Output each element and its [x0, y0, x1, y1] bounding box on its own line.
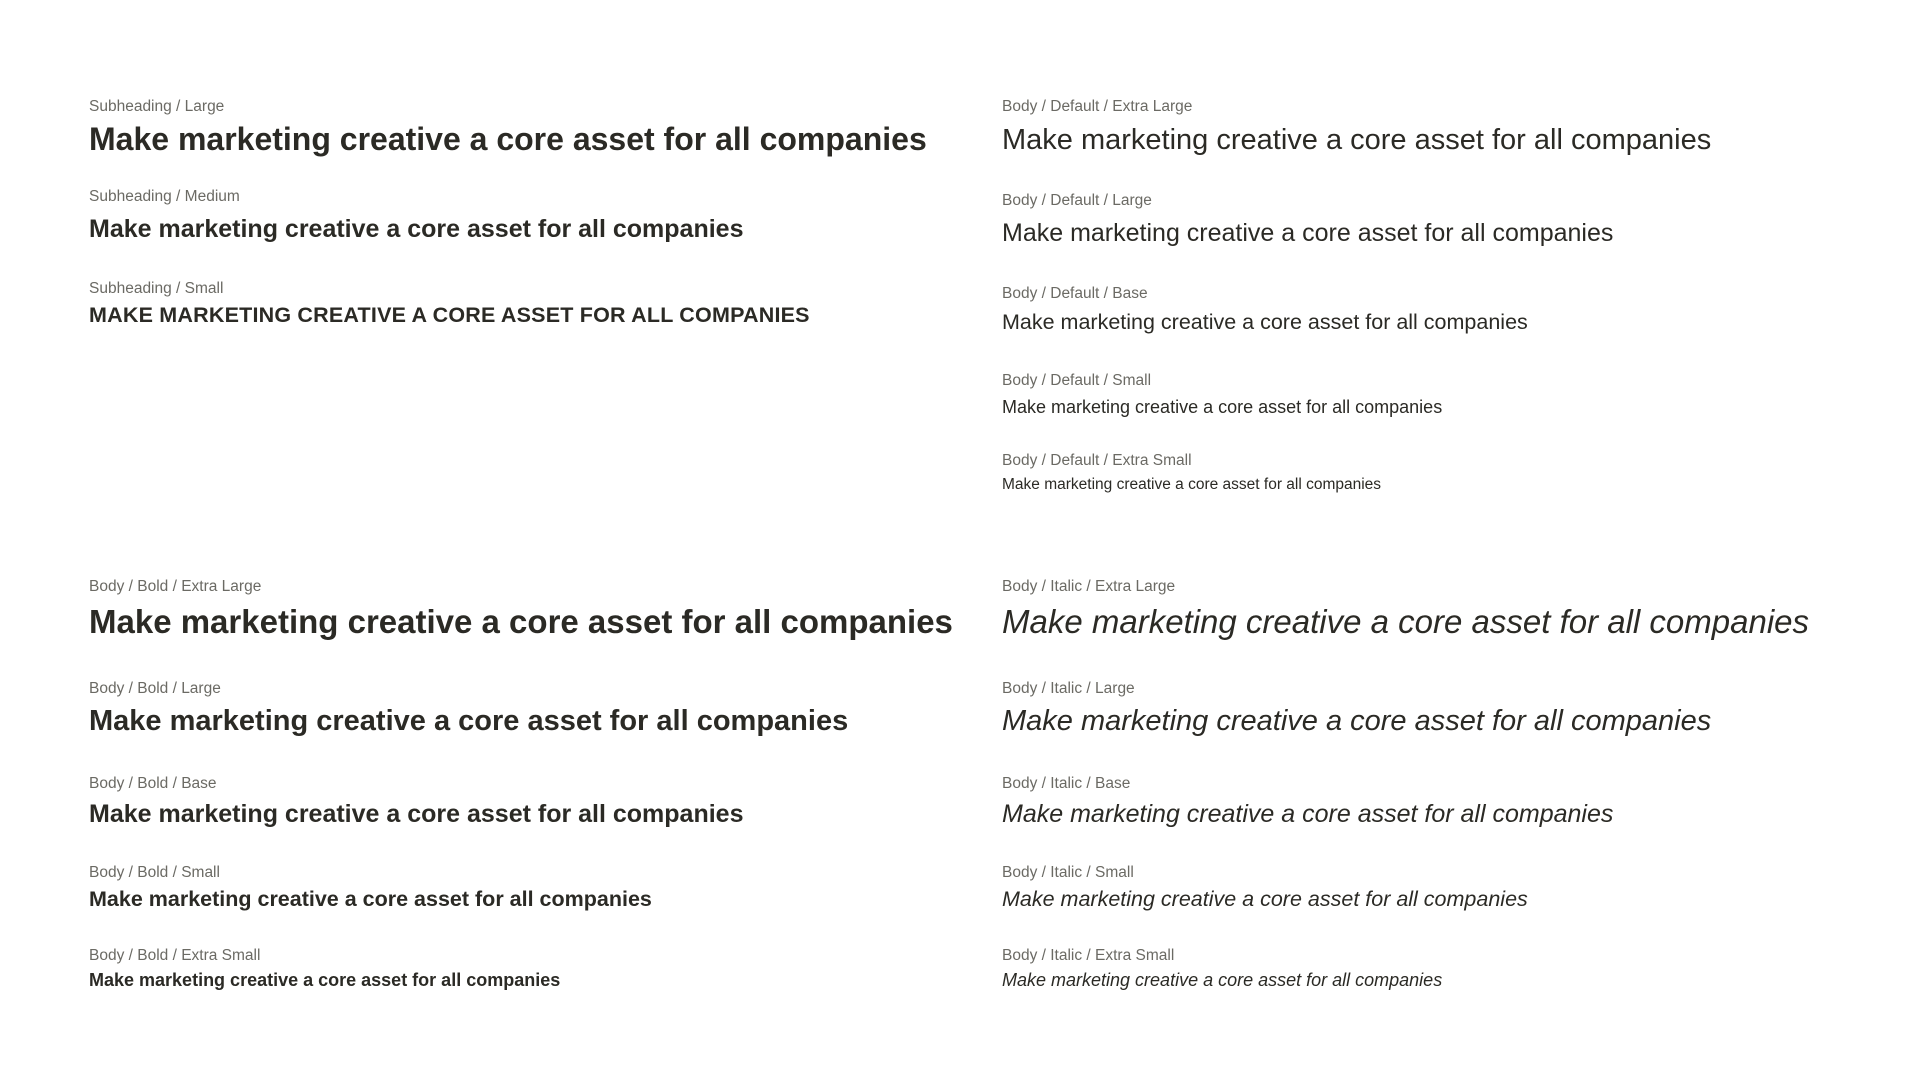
spec-label: Body / Bold / Extra Small	[89, 947, 261, 964]
spec-label: Body / Italic / Large	[1002, 680, 1135, 697]
spec-sample: Make marketing creative a core asset for all companies	[89, 705, 849, 737]
body-default-small-spec	[1002, 371, 1442, 419]
spec-sample: Make marketing creative a core asset for all companies	[89, 887, 652, 911]
body-italic-extra-large-spec	[1002, 577, 1809, 643]
spec-sample: Make marketing creative a core asset for all companies	[89, 800, 744, 828]
spec-label: Body / Italic / Small	[1002, 864, 1134, 881]
body-bold-base-spec	[89, 774, 743, 830]
spec-label: Body / Bold / Small	[89, 864, 220, 881]
body-default-extra-small-spec	[1002, 451, 1381, 495]
spec-label: Body / Default / Extra Small	[1002, 452, 1192, 469]
spec-sample: Make marketing creative a core asset for all companies	[1002, 887, 1528, 911]
spec-sample: Make marketing creative a core asset for all companies	[89, 603, 953, 640]
spec-label: Body / Default / Base	[1002, 285, 1148, 302]
spec-sample: Make marketing creative a core asset for all companies	[1002, 800, 1614, 828]
spec-sample: Make marketing creative a core asset for all companies	[1002, 705, 1712, 737]
spec-sample: Make marketing creative a core asset for all companies	[89, 215, 744, 243]
spec-label: Body / Italic / Extra Small	[1002, 947, 1175, 964]
spec-sample: MAKE MARKETING CREATIVE A CORE ASSET FOR ALL COMPANIES	[89, 303, 810, 327]
body-italic-extra-small-spec	[1002, 946, 1442, 992]
body-default-extra-large-spec	[1002, 97, 1711, 159]
spec-sample: Make marketing creative a core asset for all companies	[1002, 397, 1443, 417]
spec-label: Subheading / Medium	[89, 188, 240, 205]
body-bold-extra-large-spec	[89, 577, 953, 643]
spec-label: Body / Italic / Base	[1002, 775, 1131, 792]
subheading-medium-spec	[89, 187, 743, 245]
subheading-large-spec	[89, 97, 927, 159]
spec-sample: Make marketing creative a core asset for all companies	[89, 970, 561, 990]
spec-sample: Make marketing creative a core asset for all companies	[1002, 603, 1810, 640]
spec-label: Subheading / Large	[89, 98, 225, 115]
spec-sample: Make marketing creative a core asset for all companies	[1002, 310, 1528, 334]
spec-label: Body / Bold / Extra Large	[89, 578, 262, 595]
body-default-base-spec	[1002, 284, 1528, 336]
spec-sample: Make marketing creative a core asset for all companies	[1002, 970, 1443, 990]
spec-label: Body / Bold / Base	[89, 775, 217, 792]
subheading-small-spec	[89, 279, 810, 329]
body-bold-extra-small-spec	[89, 946, 560, 992]
body-bold-small-spec	[89, 863, 652, 913]
spec-label: Body / Bold / Large	[89, 680, 221, 697]
body-italic-large-spec	[1002, 679, 1711, 739]
spec-sample: Make marketing creative a core asset for all companies	[1002, 476, 1382, 493]
spec-label: Body / Italic / Extra Large	[1002, 578, 1176, 595]
body-default-large-spec	[1002, 191, 1613, 249]
spec-sample: Make marketing creative a core asset for all companies	[89, 121, 927, 157]
body-bold-large-spec	[89, 679, 848, 739]
body-italic-base-spec	[1002, 774, 1613, 830]
spec-sample: Make marketing creative a core asset for all companies	[1002, 219, 1614, 247]
spec-label: Body / Default / Large	[1002, 192, 1152, 209]
spec-label: Subheading / Small	[89, 280, 224, 297]
spec-label: Body / Default / Extra Large	[1002, 98, 1193, 115]
spec-sample: Make marketing creative a core asset for all companies	[1002, 124, 1712, 156]
spec-label: Body / Default / Small	[1002, 372, 1152, 389]
body-italic-small-spec	[1002, 863, 1528, 913]
